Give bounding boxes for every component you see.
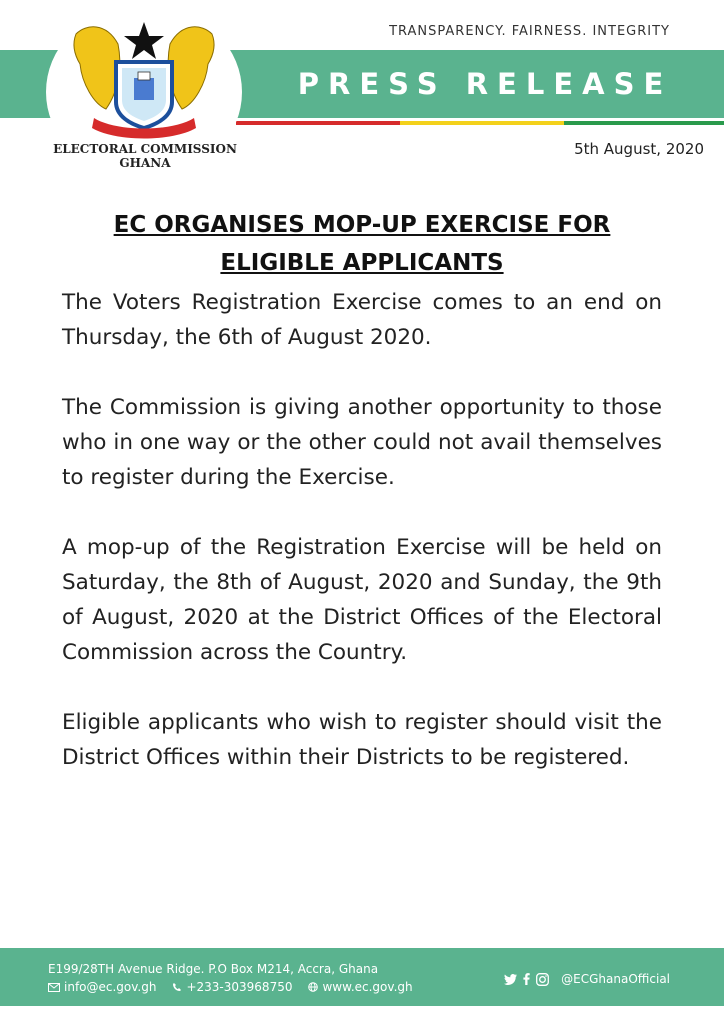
footer-website[interactable]	[308, 980, 412, 994]
paragraph: The Voters Registration Exercise comes to an end on Thursday, the 6th of August 2020.	[62, 290, 662, 350]
press-release-title: PRESS RELEASE	[297, 67, 673, 101]
footer-email[interactable]	[48, 980, 156, 994]
paragraph: A mop-up of the Registration Exercise will be held on Saturday, the 8th of August, 2020 and Sunday, the 9th of August, 2020 at the District Offices of the Electoral Commission across the Country.	[62, 535, 662, 665]
mail-icon	[48, 983, 60, 992]
footer-website-text: www.ec.gov.gh	[322, 980, 413, 994]
article-body	[62, 285, 662, 810]
phone-icon	[172, 982, 182, 992]
social-links	[504, 972, 670, 986]
org-name-line2: GHANA	[119, 156, 171, 170]
facebook-icon[interactable]	[523, 973, 530, 985]
footer-address: E199/28TH Avenue Ridge. P.O Box M214, Accra, Ghana	[48, 962, 379, 976]
tagline: TRANSPARENCY. FAIRNESS. INTEGRITY	[389, 24, 670, 39]
footer-phone-text: +233-303968750	[186, 980, 293, 994]
headline-line2: ELIGIBLE APPLICANTS	[220, 250, 504, 276]
twitter-icon[interactable]	[504, 974, 517, 985]
ec-ghana-logo	[66, 14, 222, 144]
footer-email-text: info@ec.gov.gh	[64, 980, 157, 994]
instagram-icon[interactable]	[536, 973, 549, 986]
paragraph: The Commission is giving another opportunity to those who in one way or the other could not avail themselves to register during the Exercise.	[62, 395, 662, 490]
release-date: 5th August, 2020	[574, 140, 704, 158]
paragraph: Eligible applicants who wish to register should visit the District Offices within their Districts to be registered.	[62, 710, 662, 770]
footer	[0, 948, 724, 1006]
organisation-name	[40, 142, 250, 170]
headline-line1: EC ORGANISES MOP-UP EXERCISE FOR	[113, 212, 611, 238]
social-handle[interactable]: @ECGhanaOfficial	[561, 972, 670, 986]
headline	[40, 206, 684, 282]
flag-stripe-green	[564, 121, 724, 125]
flag-stripe-yellow	[400, 121, 564, 125]
flag-stripe-red	[236, 121, 400, 125]
globe-icon	[308, 982, 318, 992]
org-name-line1: ELECTORAL COMMISSION	[53, 142, 237, 156]
footer-phone[interactable]	[172, 980, 292, 994]
footer-contacts	[48, 980, 413, 994]
